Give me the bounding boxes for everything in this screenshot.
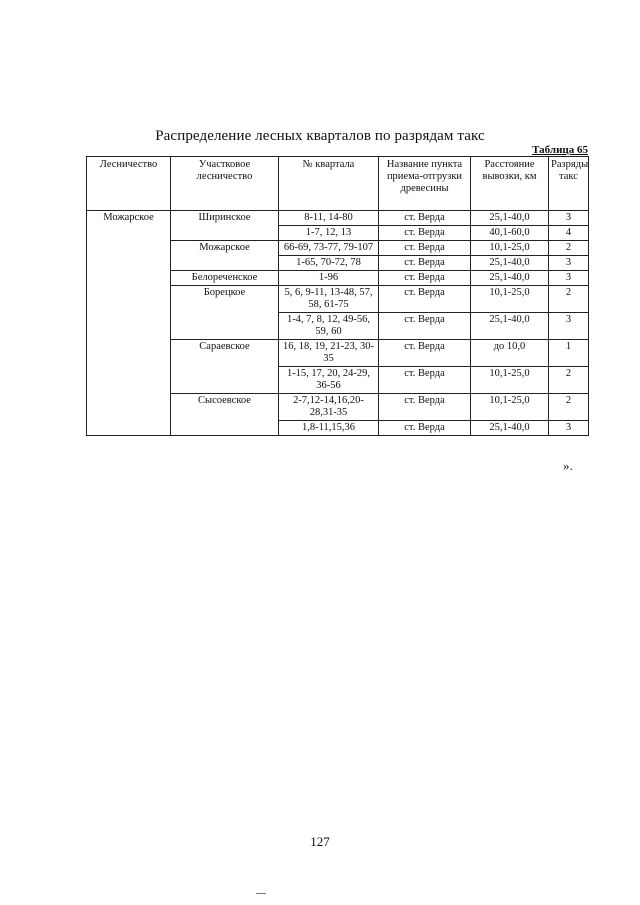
table-title: Распределение лесных кварталов по разрядам такс bbox=[155, 128, 485, 144]
category-cell: 3 bbox=[549, 313, 589, 340]
forestry-cell: Можарское bbox=[87, 211, 171, 436]
category-cell: 2 bbox=[549, 286, 589, 313]
category-cell: 2 bbox=[549, 241, 589, 256]
quarter-cell: 1-65, 70-72, 78 bbox=[279, 256, 379, 271]
district-cell: Борецкое bbox=[171, 286, 279, 340]
header-forestry: Лесничество bbox=[87, 157, 171, 211]
district-cell: Можарское bbox=[171, 241, 279, 271]
quarter-cell: 1,8-11,15,36 bbox=[279, 421, 379, 436]
distance-cell: 10,1-25,0 bbox=[471, 367, 549, 394]
category-cell: 2 bbox=[549, 367, 589, 394]
point-cell: ст. Верда bbox=[379, 271, 471, 286]
header-point: Название пункта приема-отгрузки древесины bbox=[379, 157, 471, 211]
distance-cell: 10,1-25,0 bbox=[471, 241, 549, 256]
forest-quarters-table bbox=[86, 156, 589, 436]
distance-cell: 25,1-40,0 bbox=[471, 256, 549, 271]
distance-cell: до 10,0 bbox=[471, 340, 549, 367]
quarter-cell: 1-7, 12, 13 bbox=[279, 226, 379, 241]
category-cell: 3 bbox=[549, 271, 589, 286]
district-cell: Сысоевское bbox=[171, 394, 279, 436]
district-cell: Белореченское bbox=[171, 271, 279, 286]
category-cell: 3 bbox=[549, 256, 589, 271]
category-cell: 2 bbox=[549, 394, 589, 421]
point-cell: ст. Верда bbox=[379, 340, 471, 367]
quarter-cell: 66-69, 73-77, 79-107 bbox=[279, 241, 379, 256]
point-cell: ст. Верда bbox=[379, 211, 471, 226]
category-cell: 3 bbox=[549, 211, 589, 226]
distance-cell: 25,1-40,0 bbox=[471, 211, 549, 226]
page-number: 127 bbox=[310, 834, 330, 849]
district-cell: Сараевское bbox=[171, 340, 279, 394]
quarter-cell: 1-4, 7, 8, 12, 49-56, 59, 60 bbox=[279, 313, 379, 340]
header-district: Участковое лесничество bbox=[171, 157, 279, 211]
point-cell: ст. Верда bbox=[379, 241, 471, 256]
table-row bbox=[87, 211, 589, 226]
point-cell: ст. Верда bbox=[379, 394, 471, 421]
point-cell: ст. Верда bbox=[379, 421, 471, 436]
distance-cell: 25,1-40,0 bbox=[471, 313, 549, 340]
distance-cell: 10,1-25,0 bbox=[471, 286, 549, 313]
district-cell: Ширинское bbox=[171, 211, 279, 241]
point-cell: ст. Верда bbox=[379, 256, 471, 271]
point-cell: ст. Верда bbox=[379, 367, 471, 394]
distance-cell: 10,1-25,0 bbox=[471, 394, 549, 421]
scan-mark bbox=[256, 893, 266, 894]
quarter-cell: 1-96 bbox=[279, 271, 379, 286]
table-header-row bbox=[87, 157, 589, 211]
point-cell: ст. Верда bbox=[379, 286, 471, 313]
category-cell: 3 bbox=[549, 421, 589, 436]
category-cell: 4 bbox=[549, 226, 589, 241]
quarter-cell: 5, 6, 9-11, 13-48, 57, 58, 61-75 bbox=[279, 286, 379, 313]
table-number: Таблица 65 bbox=[532, 144, 588, 156]
header-category: Разряды такс bbox=[549, 157, 589, 211]
distance-cell: 40,1-60,0 bbox=[471, 226, 549, 241]
quarter-cell: 8-11, 14-80 bbox=[279, 211, 379, 226]
quarter-cell: 16, 18, 19, 21-23, 30-35 bbox=[279, 340, 379, 367]
point-cell: ст. Верда bbox=[379, 313, 471, 340]
header-quarter: № квартала bbox=[279, 157, 379, 211]
quarter-cell: 1-15, 17, 20, 24-29, 36-56 bbox=[279, 367, 379, 394]
distance-cell: 25,1-40,0 bbox=[471, 271, 549, 286]
point-cell: ст. Верда bbox=[379, 226, 471, 241]
closing-quote: ». bbox=[563, 458, 573, 473]
quarter-cell: 2-7,12-14,16,20-28,31-35 bbox=[279, 394, 379, 421]
category-cell: 1 bbox=[549, 340, 589, 367]
header-distance: Расстояние вывозки, км bbox=[471, 157, 549, 211]
distance-cell: 25,1-40,0 bbox=[471, 421, 549, 436]
